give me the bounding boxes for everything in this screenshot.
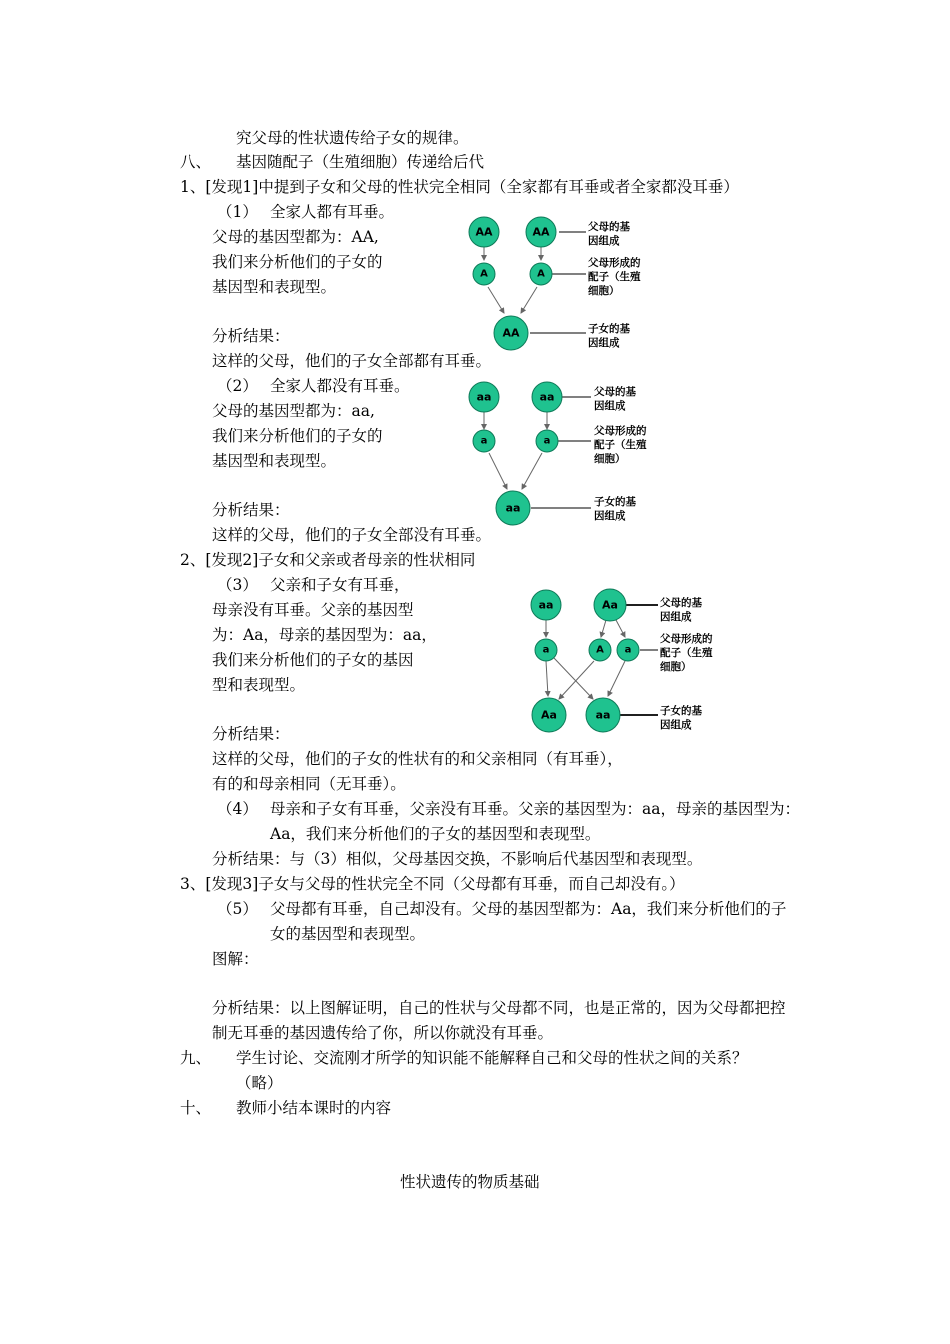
text-line: 女的基因型和表现型。 [270,925,426,943]
gamete-node [589,639,611,661]
svg-text:aa: aa [538,598,554,612]
text-line: （略） [236,1074,283,1092]
gamete-node [530,263,552,285]
text-line: 这样的父母，他们的子女全部都有耳垂。 [212,352,492,370]
text-line: 制无耳垂的基因遗传给了你，所以你就没有耳垂。 [212,1024,554,1042]
child-node [494,316,528,350]
child-node [496,491,530,525]
text-line: 分析结果： [212,501,290,519]
parent-node [469,217,499,247]
gamete-node [473,430,495,452]
svg-text:A: A [537,268,545,280]
arrow [488,287,504,313]
child-node [586,698,620,732]
gamete-node [473,263,495,285]
svg-text:AA: AA [502,326,520,340]
text-line: 为：Aa，母亲的基因型为：aa， [212,626,437,644]
gamete-node [536,430,558,452]
item-number: （3） [217,576,258,594]
label-gametes: 父母形成的 配子（生殖 细胞） [588,257,641,297]
svg-text:a: a [480,435,488,447]
text-line: 这样的父母，他们的子女全部没有耳垂。 [212,526,492,544]
label-parents: 父母的基 因组成 [588,221,630,247]
arrow [601,620,606,637]
section-number: 八、 [180,153,212,171]
label-parents: 父母的基 因组成 [660,597,702,623]
arrow [546,661,548,696]
item-number: （2） [217,377,258,395]
label-gametes: 父母形成的 配子（生殖 细胞） [594,425,647,465]
arrow [616,620,625,637]
item-number: （5） [217,900,258,918]
text-line: 3、[发现3]子女与父母的性状完全不同（父母都有耳垂，而自己却没有。） [180,875,685,893]
text-line: Aa，我们来分析他们的子女的基因型和表现型。 [270,825,601,843]
arrow [608,661,625,696]
svg-text:aa: aa [595,708,611,722]
text-line: 1、[发现1]中提到子女和父母的性状完全相同（全家都有耳垂或者全家都没耳垂） [180,178,739,196]
section-heading: 教师小结本课时的内容 [236,1099,392,1117]
text-line: 父母的基因型都为：AA, [212,228,379,246]
arrow [554,658,593,699]
parent-node [469,382,499,412]
text-line: 分析结果： [212,725,290,743]
section-number: 十、 [180,1099,212,1117]
svg-text:a: a [543,435,551,447]
section-number: 九、 [180,1049,212,1067]
gamete-node [617,639,639,661]
svg-text:aa: aa [476,390,492,404]
item-number: （1） [217,203,258,221]
text-line: 基因型和表现型。 [212,452,337,470]
arrow [521,287,537,313]
page-title: 性状遗传的物质基础 [400,1173,540,1191]
svg-text:Aa: Aa [602,598,618,612]
parent-node [532,382,562,412]
text-line: 全家人都没有耳垂。 [270,377,410,395]
svg-text:A: A [596,644,604,656]
arrow [522,453,542,489]
text-line: 基因型和表现型。 [212,278,337,296]
text-line: 父亲和子女有耳垂， [270,576,410,594]
svg-text:AA: AA [475,225,493,239]
text-line: 究父母的性状遗传给子女的规律。 [236,129,469,147]
text-line: 父母都有耳垂，自己却没有。父母的基因型都为：Aa，我们来分析他们的子 [270,900,787,918]
text-line: 图解： [212,950,259,968]
text-line: 有的和母亲相同（无耳垂）。 [212,775,406,793]
parent-node [526,217,556,247]
arrow [559,661,594,699]
svg-text:a: a [542,644,550,656]
gamete-node [535,639,557,661]
text-line: 2、[发现2]子女和父亲或者母亲的性状相同 [180,551,476,569]
svg-text:A: A [480,268,488,280]
item-number: （4） [217,800,258,818]
parent-node [594,589,626,621]
text-line: 型和表现型。 [212,676,306,694]
text-line: 分析结果：以上图解证明，自己的性状与父母都不同，也是正常的，因为父母都把控 [212,999,786,1017]
text-line: 分析结果： [212,327,290,345]
text-line: 父母的基因型都为：aa, [212,402,375,420]
svg-text:aa: aa [539,390,555,404]
text-line: 母亲没有耳垂。父亲的基因型 [212,601,414,619]
label-child: 子女的基 因组成 [660,705,702,731]
parent-node [531,590,561,620]
inheritance-diagram-3 [510,580,660,740]
section-heading: 学生讨论、交流刚才所学的知识能不能解释自己和父母的性状之间的关系？ [236,1049,748,1067]
label-child: 子女的基 因组成 [588,323,630,349]
label-parents: 父母的基 因组成 [594,386,636,412]
text-line: 我们来分析他们的子女的基因 [212,651,414,669]
svg-text:a: a [624,644,632,656]
label-child: 子女的基 因组成 [594,496,636,522]
svg-text:Aa: Aa [541,708,557,722]
arrow [489,453,507,489]
svg-text:aa: aa [505,501,521,515]
text-line: 我们来分析他们的子女的 [212,253,383,271]
section-heading: 基因随配子（生殖细胞）传递给后代 [236,153,485,171]
text-line: 分析结果：与（3）相似，父母基因交换，不影响后代基因型和表现型。 [212,850,703,868]
svg-text:AA: AA [532,225,550,239]
text-line: 母亲和子女有耳垂，父亲没有耳垂。父亲的基因型为：aa，母亲的基因型为： [270,800,800,818]
child-node [532,698,566,732]
text-line: 我们来分析他们的子女的 [212,427,383,445]
label-gametes: 父母形成的 配子（生殖 细胞） [660,633,713,673]
text-line: 全家人都有耳垂。 [270,203,395,221]
text-line: 这样的父母，他们的子女的性状有的和父亲相同（有耳垂）， [212,750,623,768]
